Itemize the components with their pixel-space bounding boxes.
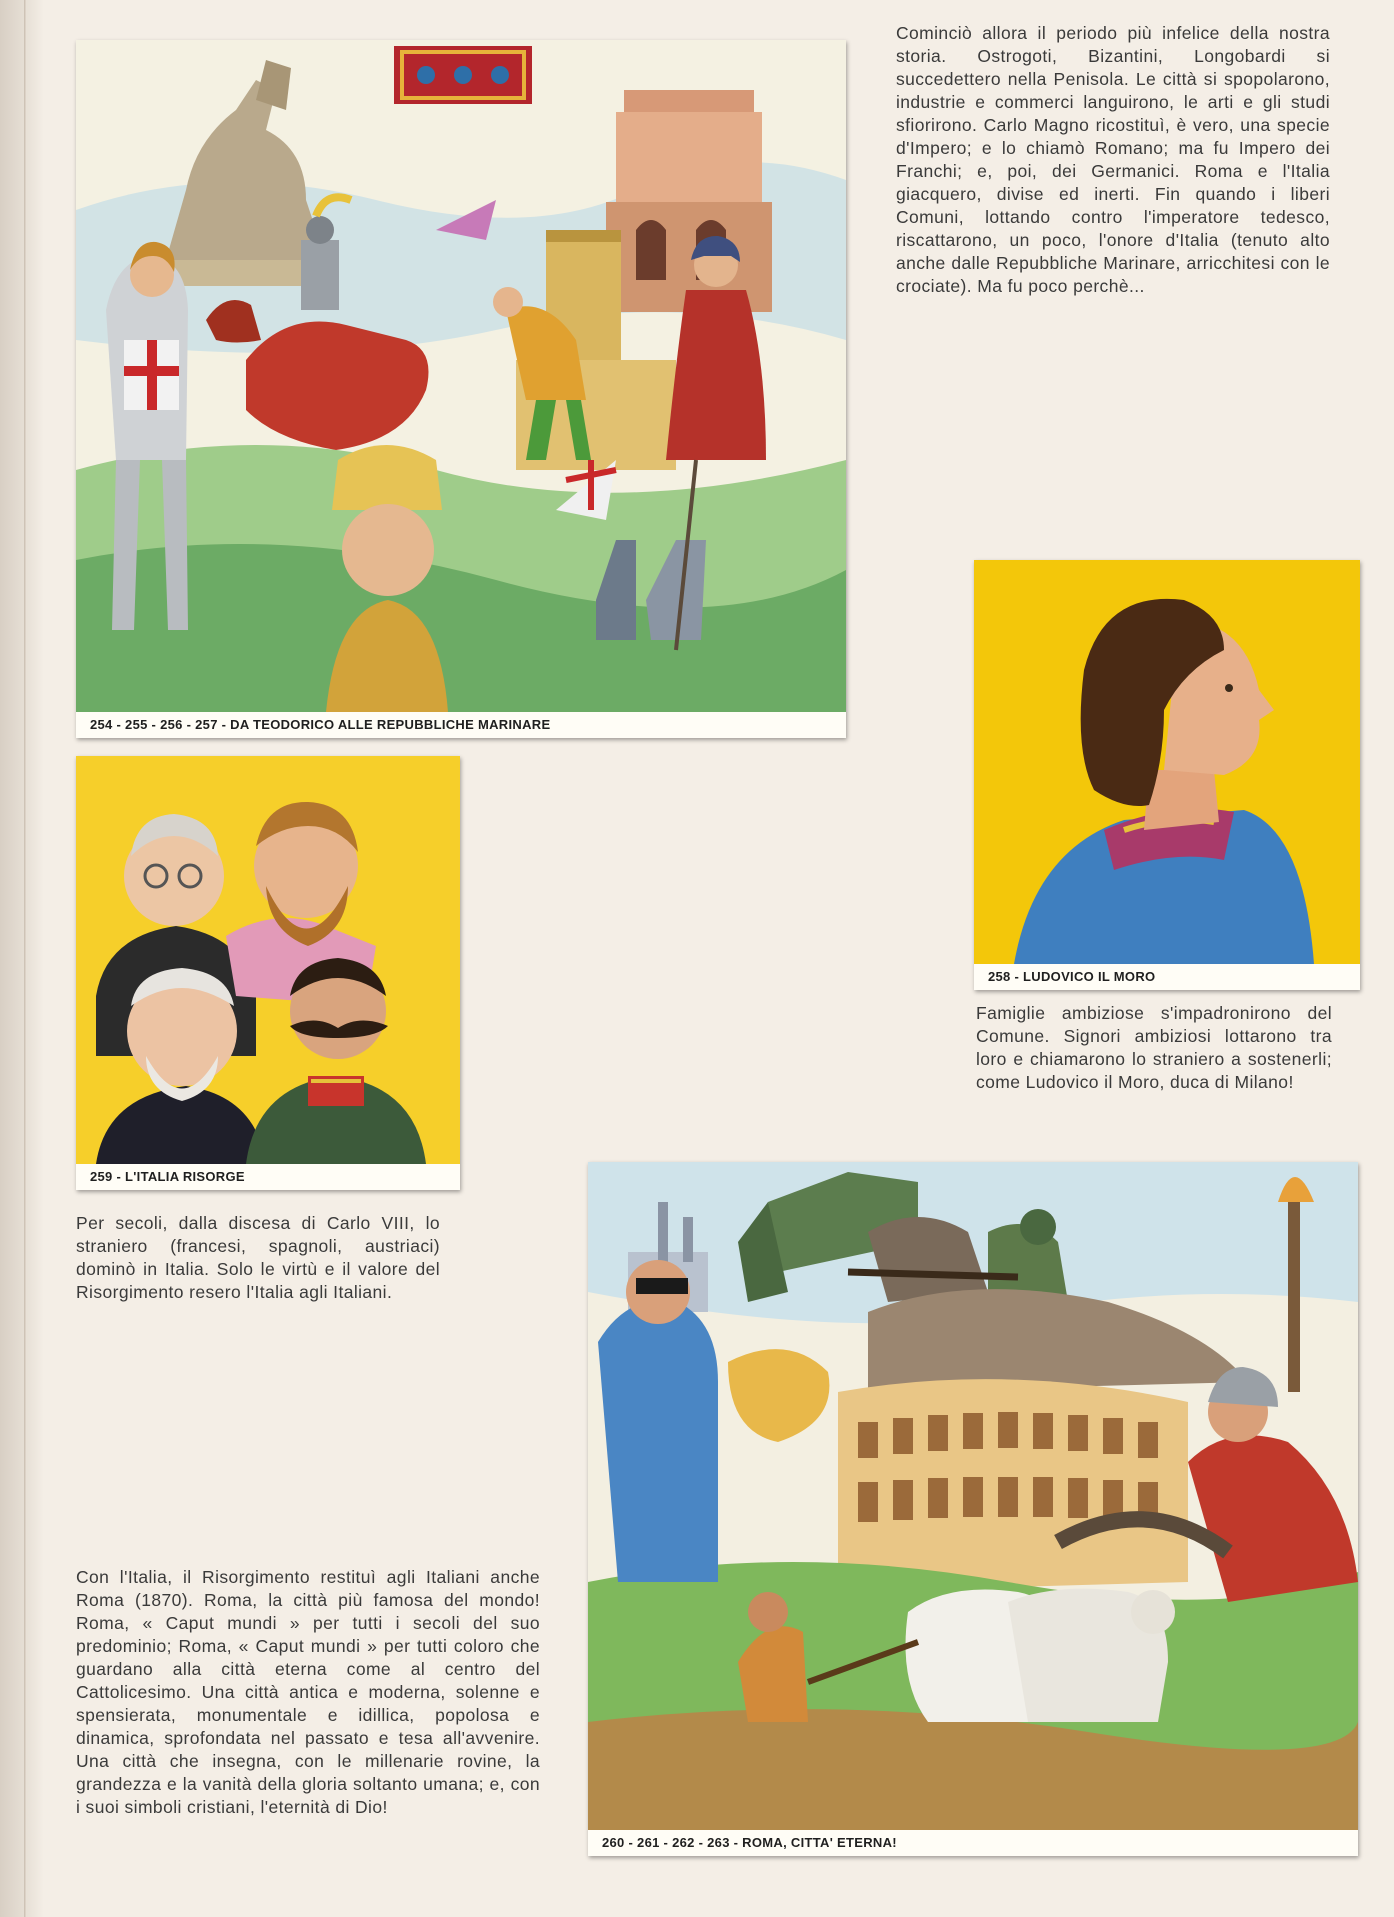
paragraph-ludovico: Famiglie ambiziose s'impadronirono del Comune. Signori ambiziosi lottarono tra loro e chiamarono lo straniero a sostenerli; come Ludovico il Moro, duca di Milano!	[976, 1003, 1332, 1092]
medieval-scene-illustration	[76, 40, 846, 712]
sticker-medieval	[76, 40, 846, 738]
paragraph-roma: Con l'Italia, il Risorgimento restituì agli Italiani anche Roma (1870). Roma, la città più famosa del mondo! Roma, « Caput mundi » per tutti i secoli del suo predominio; Roma, « Caput mundi » per tutti coloro che guardano alla città eterna come al centro del Cattolicesimo. Una città antica e moderna, solenne e spensierata, monumentale e idillica, popolosa e dinamica, sprofondata nel passato e tesa all'avvenire. Una città che insegna, con le millenarie rovine, la grandezza e la vanità della gloria soltanto umana; e, con i suoi simboli cristiani, l'eternità di Dio!	[76, 1567, 540, 1817]
paragraph-medieval: Cominciò allora il periodo più infelice della nostra storia. Ostrogoti, Bizantini, Longobardi si succedettero nella Penisola. Le città si spopolarono, industrie e commerci languirono, le arti e gli studi sfiorirono. Carlo Magno ricostituì, è vero, una specie d'Impero; e lo chiamò Romano; ma fu Impero dei Franchi; e, poi, dei Germanici. Roma e l'Italia giacquero, divise ed inerti. Fin quando i liberi Comuni, lottando contro l'imperatore tedesco, riscattarono, un poco, l'onore d'Italia (tenuto alto anche dalle Repubbliche Marinare, arricchitesi con le crociate). Ma fu poco perchè...	[896, 23, 1330, 296]
paragraph-risorge: Per secoli, dalla discesa di Carlo VIII, lo straniero (francesi, spagnoli, austriaci) dominò in Italia. Solo le virtù e il valore del Risorgimento resero l'Italia agli Italiani.	[76, 1213, 440, 1302]
rome-colosseum-illustration	[588, 1162, 1358, 1830]
ludovico-portrait-illustration	[974, 560, 1360, 964]
risorgimento-heroes-illustration	[76, 756, 460, 1164]
page-binding	[0, 0, 44, 1917]
sticker-caption: 260 - 261 - 262 - 263 - ROMA, CITTA' ETERNA!	[588, 1830, 1358, 1856]
sticker-risorge	[76, 756, 460, 1190]
sticker-caption: 254 - 255 - 256 - 257 - DA TEODORICO ALLE REPUBBLICHE MARINARE	[76, 712, 846, 738]
sticker-caption: 258 - LUDOVICO IL MORO	[974, 964, 1360, 990]
sticker-roma	[588, 1162, 1358, 1856]
sticker-caption: 259 - L'ITALIA RISORGE	[76, 1164, 460, 1190]
sticker-ludovico	[974, 560, 1360, 990]
